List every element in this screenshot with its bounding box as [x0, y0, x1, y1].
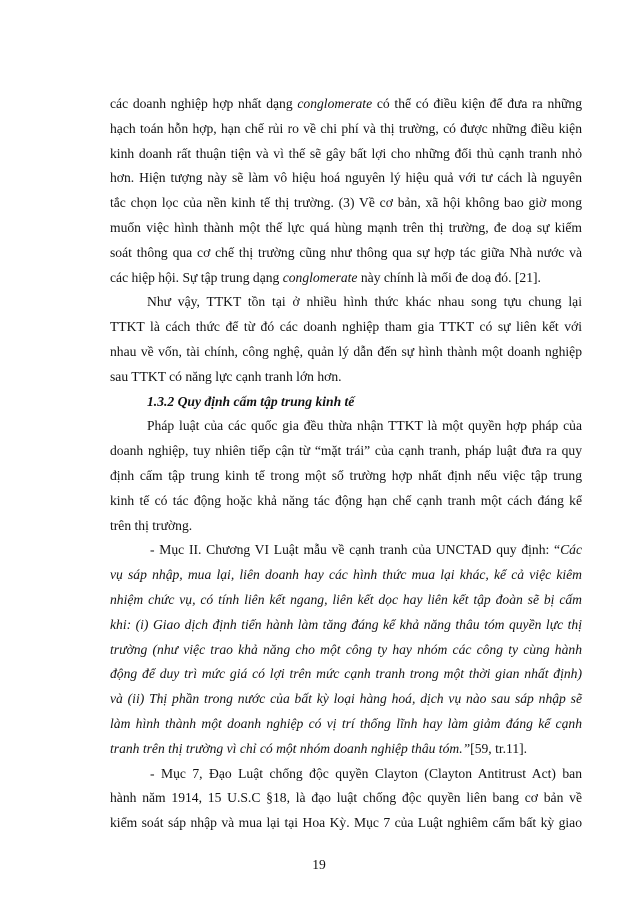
- text-line: [110, 117, 582, 142]
- text-line: [110, 290, 582, 315]
- text-span: tắc chọn lọc của nền kinh tế thị trường. (3) Về cơ bản, xã hội không bao giờ mong: [110, 195, 582, 211]
- text-line: [110, 92, 582, 117]
- text-span: định cấm tập trung kinh tế trong một số trường hợp nhất định nếu việc tập trung: [110, 467, 582, 483]
- text-span: Pháp luật của các quốc gia đều thừa nhận TTKT là một quyền hợp pháp của: [147, 418, 582, 434]
- text-span: kinh tế có tác động hoặc khả năng tác động hạn chế cạnh tranh một cách đáng kể: [110, 492, 582, 508]
- text-line: [110, 315, 582, 340]
- paragraph: [110, 92, 582, 290]
- text-line: [110, 216, 582, 241]
- text-span: có thể có điều kiện để đưa ra những: [372, 96, 582, 111]
- text-line: [110, 390, 582, 415]
- text-span: nhau về vốn, tài chính, công nghệ, quản lý dẫn đến sự hình thành một doanh nghiệp: [110, 343, 582, 359]
- text-span: sau TTKT có năng lực cạnh tranh lớn hơn.: [110, 368, 342, 384]
- text-line: [110, 762, 582, 787]
- page-body: [110, 92, 582, 836]
- text-line: [110, 712, 582, 737]
- italic-text: và (ii) Thị phần trong nước của bất kỳ loại hàng hoá, dịch vụ nào sau sáp nhập sẽ: [110, 691, 582, 707]
- section-heading: [110, 390, 582, 415]
- italic-text: conglomerate: [282, 269, 358, 285]
- paragraph: [110, 538, 582, 761]
- text-line: [110, 489, 582, 514]
- text-line: [110, 414, 582, 439]
- text-line: [110, 266, 582, 291]
- text-span: doanh nghiệp, tuy nhiên tiếp cận từ “mặt trái” của cạnh tranh, pháp luật đưa ra quy: [110, 443, 582, 459]
- text-line: [110, 563, 582, 588]
- text-span: hơn. Hiện tượng này sẽ làm vô hiệu hoá nguyên lý hiệu quả với tư cách là nguyên: [110, 170, 582, 186]
- text-line: [110, 191, 582, 216]
- text-span: này chính là mối đe doạ đó. [21].: [357, 269, 541, 285]
- text-line: [110, 365, 582, 390]
- text-span: Như vậy, TTKT tồn tại ở nhiều hình thức khác nhau song tựu chung lại: [147, 294, 582, 310]
- text-span: kiểm soát sáp nhập và mua lại tại Hoa Kỳ. Mục 7 của Luật nghiêm cấm bất kỳ giao: [110, 815, 582, 831]
- text-line: [110, 638, 582, 663]
- text-span: [59, tr.11].: [470, 740, 528, 756]
- text-span: các hiệp hội. Sự tập trung dạng: [110, 269, 283, 285]
- text-span: hạch toán hỗn hợp, hạn chế rủi ro về chi phí và thị trường, có được những điều kiện: [110, 120, 582, 136]
- italic-text: Các: [560, 542, 582, 558]
- italic-text: tranh trên thị trường vì chỉ có một nhóm doanh nghiệp thâu tóm.”: [110, 740, 471, 756]
- text-line: [110, 786, 582, 811]
- text-line: [110, 340, 582, 365]
- page-number: 19: [312, 857, 326, 872]
- text-line: [110, 439, 582, 464]
- text-span: các doanh nghiệp hợp nhất dạng: [110, 96, 298, 111]
- italic-text: động để duy trì mức giá có lợi trên mức cạnh tranh trong một thời gian nhất định): [110, 666, 582, 682]
- text-line: [110, 811, 582, 836]
- italic-text: vụ sáp nhập, mua lại, liên doanh hay các hình thức mua lại khác, kể cả việc kiêm: [110, 567, 582, 583]
- text-span: - Mục II. Chương VI Luật mẫu về cạnh tranh của UNCTAD quy định: “: [150, 542, 561, 558]
- text-line: [110, 737, 582, 762]
- text-line: [110, 464, 582, 489]
- italic-text: làm hình thành một doanh nghiệp có vị trí thống lĩnh hay làm giảm đáng kể cạnh: [110, 715, 582, 731]
- text-span: hành năm 1914, 15 U.S.C §18, là đạo luật chống độc quyền liên bang cơ bản về: [110, 790, 582, 806]
- text-span: trên thị trường.: [110, 517, 193, 533]
- italic-text: trường (như việc trao khả năng cho một công ty hay nhóm các công ty cùng hành: [110, 641, 582, 657]
- text-span: - Mục 7, Đạo Luật chống độc quyền Clayton (Clayton Antitrust Act) ban: [150, 765, 582, 781]
- text-span: TTKT là cách thức để từ đó các doanh nghiệp tham gia TTKT có sự liên kết với: [110, 319, 582, 335]
- text-line: [110, 687, 582, 712]
- bold-italic-text: 1.3.2 Quy định cấm tập trung kinh tế: [147, 393, 355, 409]
- text-line: [110, 166, 582, 191]
- paragraph: [110, 290, 582, 389]
- text-span: soát thông qua cơ chế thị trường cũng như thông qua sự hợp tác giữa Nhà nước và: [110, 244, 582, 260]
- text-line: [110, 588, 582, 613]
- italic-text: conglomerate: [297, 96, 373, 111]
- text-line: [110, 538, 582, 563]
- italic-text: khi: (i) Giao dịch định tiến hành làm tăng đáng kể khả năng thâu tóm quyền lực thị: [110, 616, 582, 632]
- paragraph: [110, 414, 582, 538]
- italic-text: nhiệm chức vụ, có tính liên kết ngang, liên kết dọc hay liên kết tập đoàn sẽ bị cấm: [110, 591, 582, 607]
- text-line: [110, 662, 582, 687]
- paragraph: [110, 762, 582, 836]
- text-line: [110, 241, 582, 266]
- text-span: muốn việc hình thành một thế lực quá hùng mạnh trên thị trường, đe doạ sự kiếm: [110, 219, 582, 235]
- text-line: [110, 142, 582, 167]
- text-span: kinh doanh rất thuận tiện và vì thế sẽ gây bất lợi cho những đối thủ cạnh tranh nhỏ: [110, 145, 582, 161]
- text-line: [110, 613, 582, 638]
- text-line: [110, 514, 582, 539]
